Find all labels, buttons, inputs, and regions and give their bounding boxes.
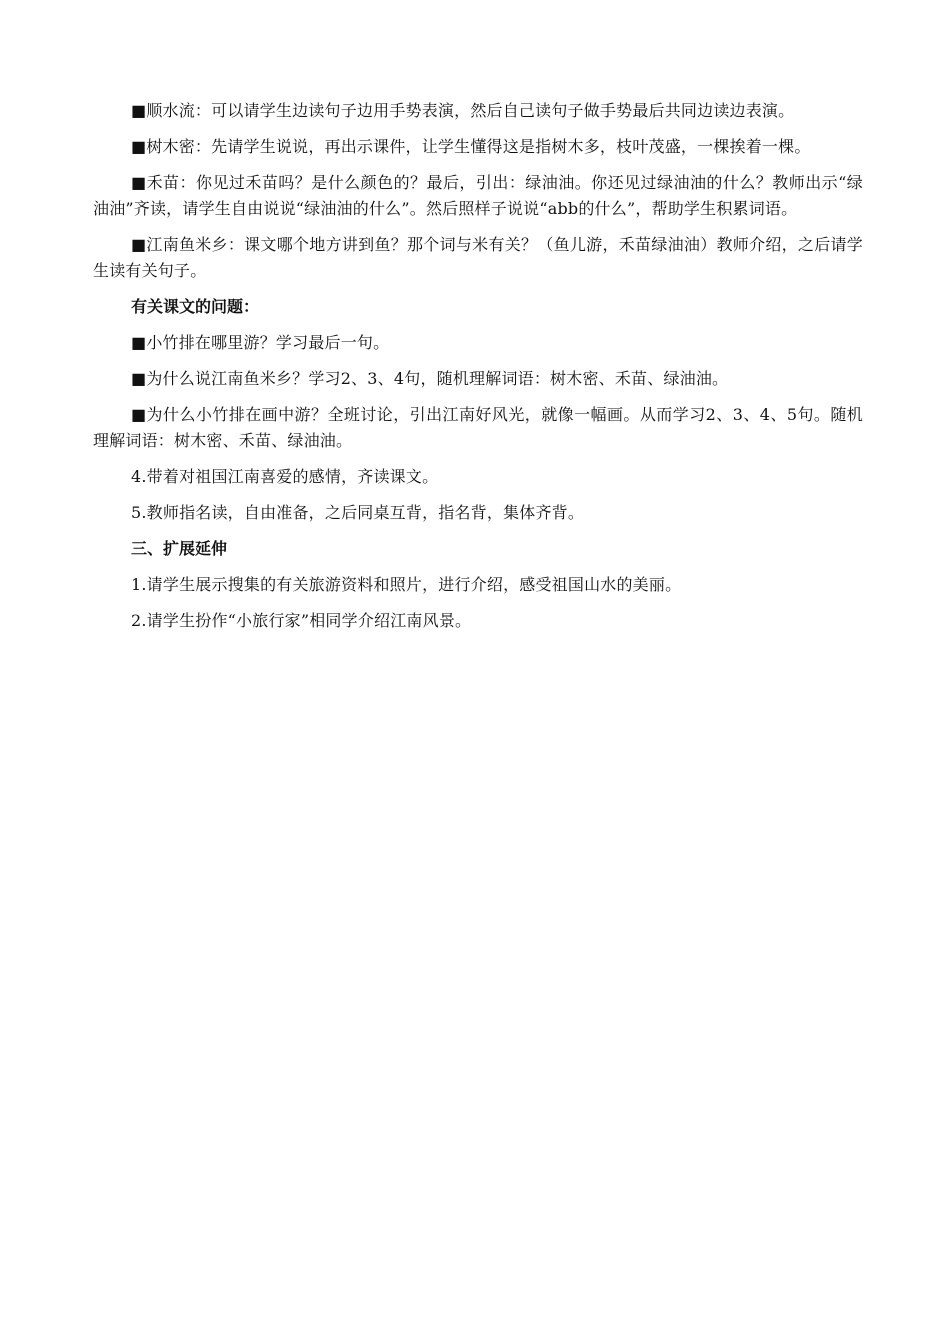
paragraph-hemiao: ■禾苗：你见过禾苗吗？是什么颜色的？最后，引出：绿油油。你还见过绿油油的什么？教师出示“绿油油”齐读，请学生自由说说“绿油油的什么”。然后照样子说说“abb的什么”，帮助学生积累词语。: [93, 173, 863, 218]
question-item-1: ■小竹排在哪里游？学习最后一句。: [131, 333, 390, 352]
paragraph-shumumi: ■树木密：先请学生说说，再出示课件，让学生懂得这是指树木多，枝叶茂盛，一棵挨着一棵。: [131, 137, 811, 156]
paragraph-shunshuiliu: ■顺水流：可以请学生边读句子边用手势表演，然后自己读句子做手势最后共同边读边表演。: [131, 101, 795, 120]
question-item-2: ■为什么说江南鱼米乡？学习2、3、4句，随机理解词语：树木密、禾苗、绿油油。: [131, 369, 729, 388]
section-heading-extension: 三、扩展延伸: [131, 539, 228, 558]
extension-item-2: 2.请学生扮作“小旅行家”相同学介绍江南风景。: [131, 611, 472, 630]
step-item-4: 4.带着对祖国江南喜爱的感情，齐读课文。: [131, 467, 439, 486]
step-item-5: 5.教师指名读，自由准备，之后同桌互背，指名背，集体齐背。: [131, 503, 585, 522]
extension-item-1: 1.请学生展示搜集的有关旅游资料和照片，进行介绍，感受祖国山水的美丽。: [131, 575, 682, 594]
question-item-3: ■为什么小竹排在画中游？全班讨论，引出江南好风光，就像一幅画。从而学习2、3、4、5句。随机理解词语：树木密、禾苗、绿油油。: [93, 405, 863, 450]
section-heading-questions: 有关课文的问题：: [131, 297, 260, 316]
paragraph-jiangnan-yumixiang: ■江南鱼米乡：课文哪个地方讲到鱼？那个词与米有关？（鱼儿游，禾苗绿油油）教师介绍，之后请学生读有关句子。: [93, 235, 863, 280]
document-body: [93, 98, 863, 644]
